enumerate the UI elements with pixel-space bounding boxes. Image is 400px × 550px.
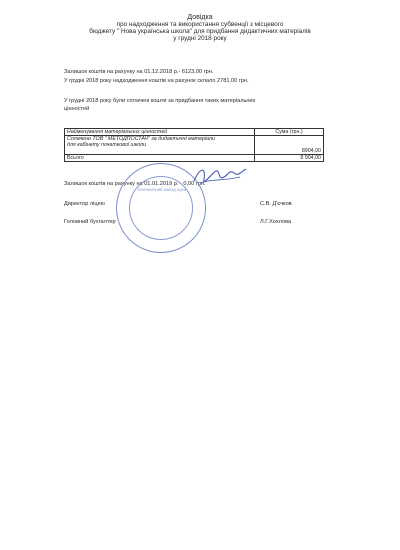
table-header-row: [65, 129, 324, 136]
receipts-text: У грудні 2018 року надходження коштів на рахунок склало 2781,00 грн.: [64, 78, 249, 84]
column-header-sum: Сума (грн.): [255, 129, 324, 136]
table-row: [65, 136, 324, 155]
table-total-row: [65, 155, 324, 162]
accountant-name: Л.Г.Хохлова: [260, 219, 292, 225]
title-line-2: бюджету " Нова українська школа" для придбання дидактичних матеріалів: [89, 28, 311, 35]
accountant-label: Головний бухгалтер: [64, 219, 116, 225]
title-line-1: про надходження та використання субвенції з місцевого: [116, 21, 284, 28]
column-header-name: Найменування матеріальних цінностей: [65, 129, 255, 136]
stamp-text: КОМУНАЛЬНИЙ ЗАКЛАД ЛІЦЕЙ: [137, 188, 187, 192]
row-amount: 8904,00: [255, 136, 324, 155]
total-amount: 8 904,00: [255, 155, 324, 162]
paid-intro-line-1: У грудні 2018 року були сплачені кошти за придбання таких матеріальних: [64, 98, 256, 104]
row-description: [65, 136, 255, 155]
total-label: Всього: [65, 155, 255, 162]
paid-intro-line-2: цінностей: [64, 106, 90, 112]
director-label: Директор ліцею: [64, 201, 105, 207]
row-description-line-2: для кабінету початкової школи: [67, 142, 147, 148]
row-description-line-1: Сплачено ТОВ " МЕТОДПОСТАЧ" за дидактичні матеріали: [67, 136, 215, 142]
payments-table: [64, 128, 324, 162]
stamp-inner-ring: [129, 176, 193, 240]
director-name: С.В. Д'єчков: [260, 201, 292, 207]
signature-image: [190, 163, 250, 189]
balance-end-text: Залишок коштів на рахунку на 01.01.2019 р. - 0,00 грн.: [64, 181, 206, 187]
document-title: Довідка: [187, 14, 213, 21]
balance-start-text: Залишок коштів на рахунку на 01.12.2018 р.- 6123,00 грн.: [64, 69, 214, 75]
title-line-3: у грудні 2018 року: [173, 35, 227, 42]
